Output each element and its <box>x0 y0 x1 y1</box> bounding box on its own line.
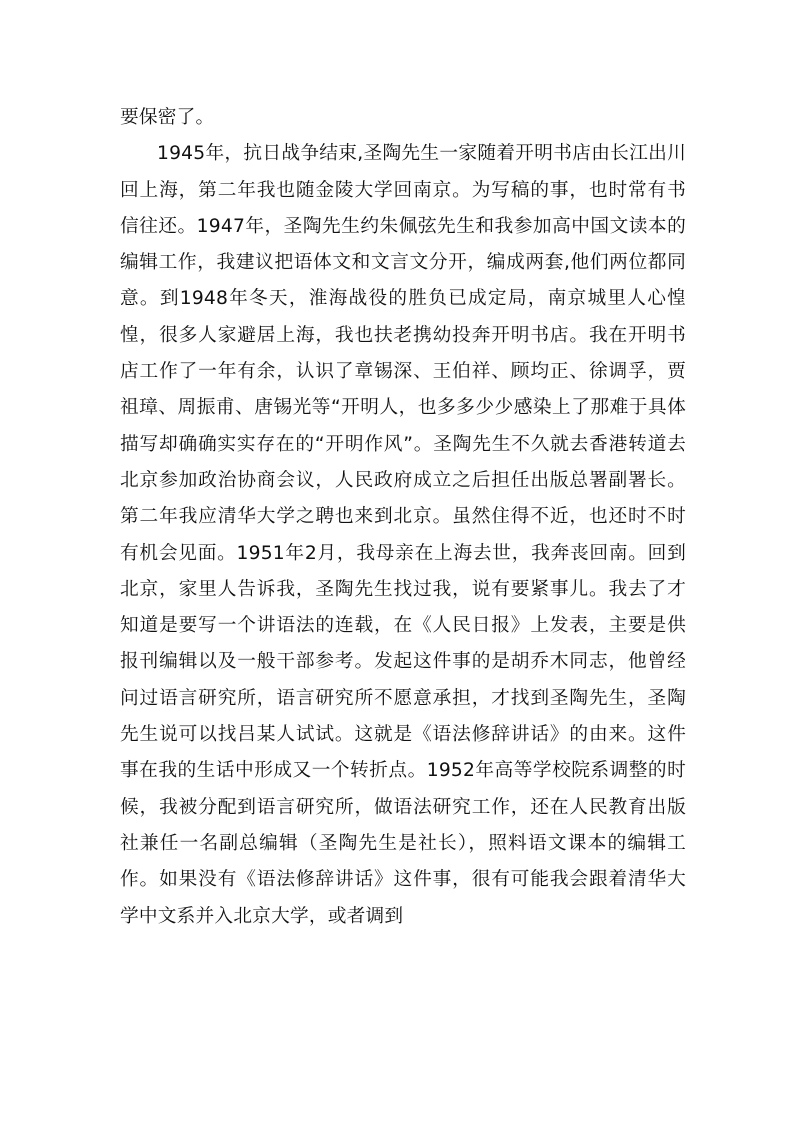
body-text <box>120 100 686 935</box>
paragraph-continuation: 要保密了。 <box>120 107 215 128</box>
paragraph-main: 1945年，抗日战争结束,圣陶先生一家随着开明书店由长江出川回上海，第二年我也随金陵大学回南京。为写稿的事，也时常有书信往还。1947年，圣陶先生约朱佩弦先生和我参加高中国文读本的编辑工作，我建议把语体文和文言文分开，编成两套,他们两位都同意。到1948年冬天，淮海战役的胜负已成定局，南京城里人心惶惶，很多人家避居上海，我也扶老携幼投奔开明书店。我在开明书店工作了一年有余，认识了章锡深、王伯祥、顾均正、徐调孚，贾祖璋、周振甫、唐锡光等“开明人，也多多少少感染上了那难于具体描写却确确实实存在的“开明作风”。圣陶先生不久就去香港转道去北京参加政治协商会议，人民政府成立之后担任出版总署副署长。第二年我应清华大学之聘也来到北京。虽然住得不近，也还时不时有机会见面。1951年2月，我母亲在上海去世，我奔丧回南。回到北京，家里人告诉我，圣陶先生找过我，说有要紧事儿。我去了才知道是要写一个讲语法的连载，在《人民日报》上发表，主要是供报刊编辑以及一般干部参考。发起这件事的是胡乔木同志，他曾经问过语言研究所，语言研究所不愿意承担，才找到圣陶先生，圣陶先生说可以找吕某人试试。这就是《语法修辞讲话》的由来。这件事在我的生话中形成又一个转折点。1952年高等学校院系调整的时候，我被分配到语言研究所，做语法研究工作，还在人民教育出版社兼任一名副总编辑（圣陶先生是社长），照料语文课本的编辑工作。如果没有《语法修辞讲话》这件事，很有可能我会跟着清华大学中文系并入北京大学，或者调到 <box>120 143 686 927</box>
